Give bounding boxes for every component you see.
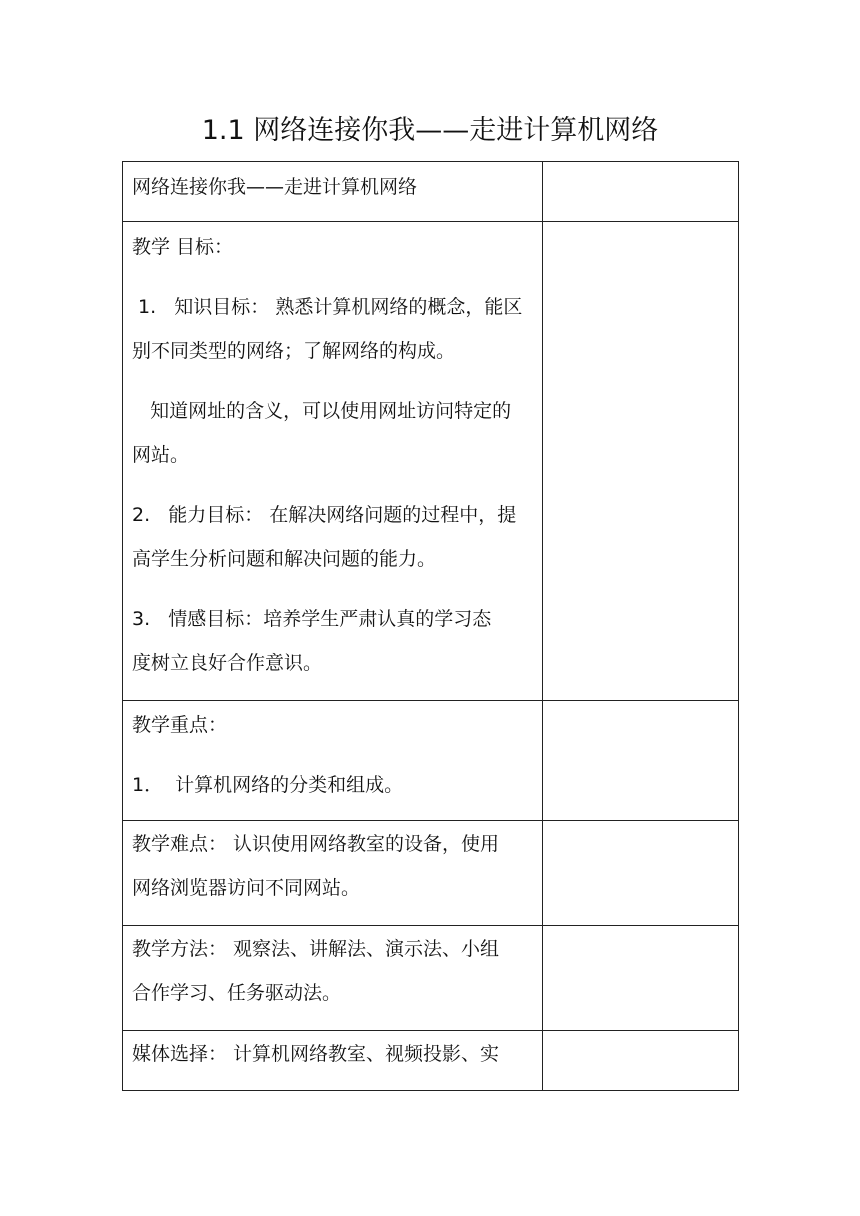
- table-row: [123, 162, 739, 222]
- media-line1: 媒体选择： 计算机网络教室、视频投影、实: [132, 1043, 500, 1065]
- methods-line1: 教学方法： 观察法、讲解法、演示法、小组: [132, 938, 500, 960]
- table-row: [123, 1031, 739, 1091]
- key-point-item: 1． 计算机网络的分类和组成。: [132, 774, 404, 796]
- table-row: [123, 701, 739, 821]
- notes-cell: [543, 701, 739, 821]
- objective-knowledge-line2: 别不同类型的网络；了解网络的构成。: [132, 340, 456, 362]
- lesson-title-text: 网络连接你我——走进计算机网络: [132, 176, 418, 198]
- media-cell: [123, 1031, 543, 1091]
- lesson-title-cell: [123, 162, 543, 222]
- methods-line2: 合作学习、任务驱动法。: [132, 982, 342, 1004]
- key-points-heading: 教学重点：: [132, 714, 228, 736]
- objective-knowledge-line4: 网站。: [132, 444, 190, 466]
- table-row: [123, 926, 739, 1031]
- document-title: 1.1 网络连接你我——走进计算机网络: [201, 115, 659, 146]
- notes-cell: [543, 926, 739, 1031]
- objective-ability-line2: 高学生分析问题和解决问题的能力。: [132, 548, 437, 570]
- objectives-heading: 教学 目标：: [132, 236, 234, 258]
- methods-cell: [123, 926, 543, 1031]
- objective-ability-line1: 2. 能力目标： 在解决网络问题的过程中，提: [132, 504, 517, 526]
- notes-cell: [543, 222, 739, 701]
- lesson-plan-table: [122, 161, 739, 1091]
- notes-cell: [543, 821, 739, 926]
- key-points-cell: [123, 701, 543, 821]
- objective-emotion-line2: 度树立良好合作意识。: [132, 652, 323, 674]
- notes-cell: [543, 162, 739, 222]
- objective-knowledge-line1: 1. 知识目标： 熟悉计算机网络的概念，能区: [132, 296, 523, 318]
- difficulties-line2: 网络浏览器访问不同网站。: [132, 877, 361, 899]
- difficulties-cell: [123, 821, 543, 926]
- difficulties-line1: 教学难点： 认识使用网络教室的设备，使用: [132, 833, 500, 855]
- objective-knowledge-line3: 知道网址的含义，可以使用网址访问特定的: [132, 400, 512, 422]
- table-row: [123, 821, 739, 926]
- objective-emotion-line1: 3. 情感目标：培养学生严肃认真的学习态: [132, 608, 492, 630]
- table-row: [123, 222, 739, 701]
- objectives-cell: [123, 222, 543, 701]
- notes-cell: [543, 1031, 739, 1091]
